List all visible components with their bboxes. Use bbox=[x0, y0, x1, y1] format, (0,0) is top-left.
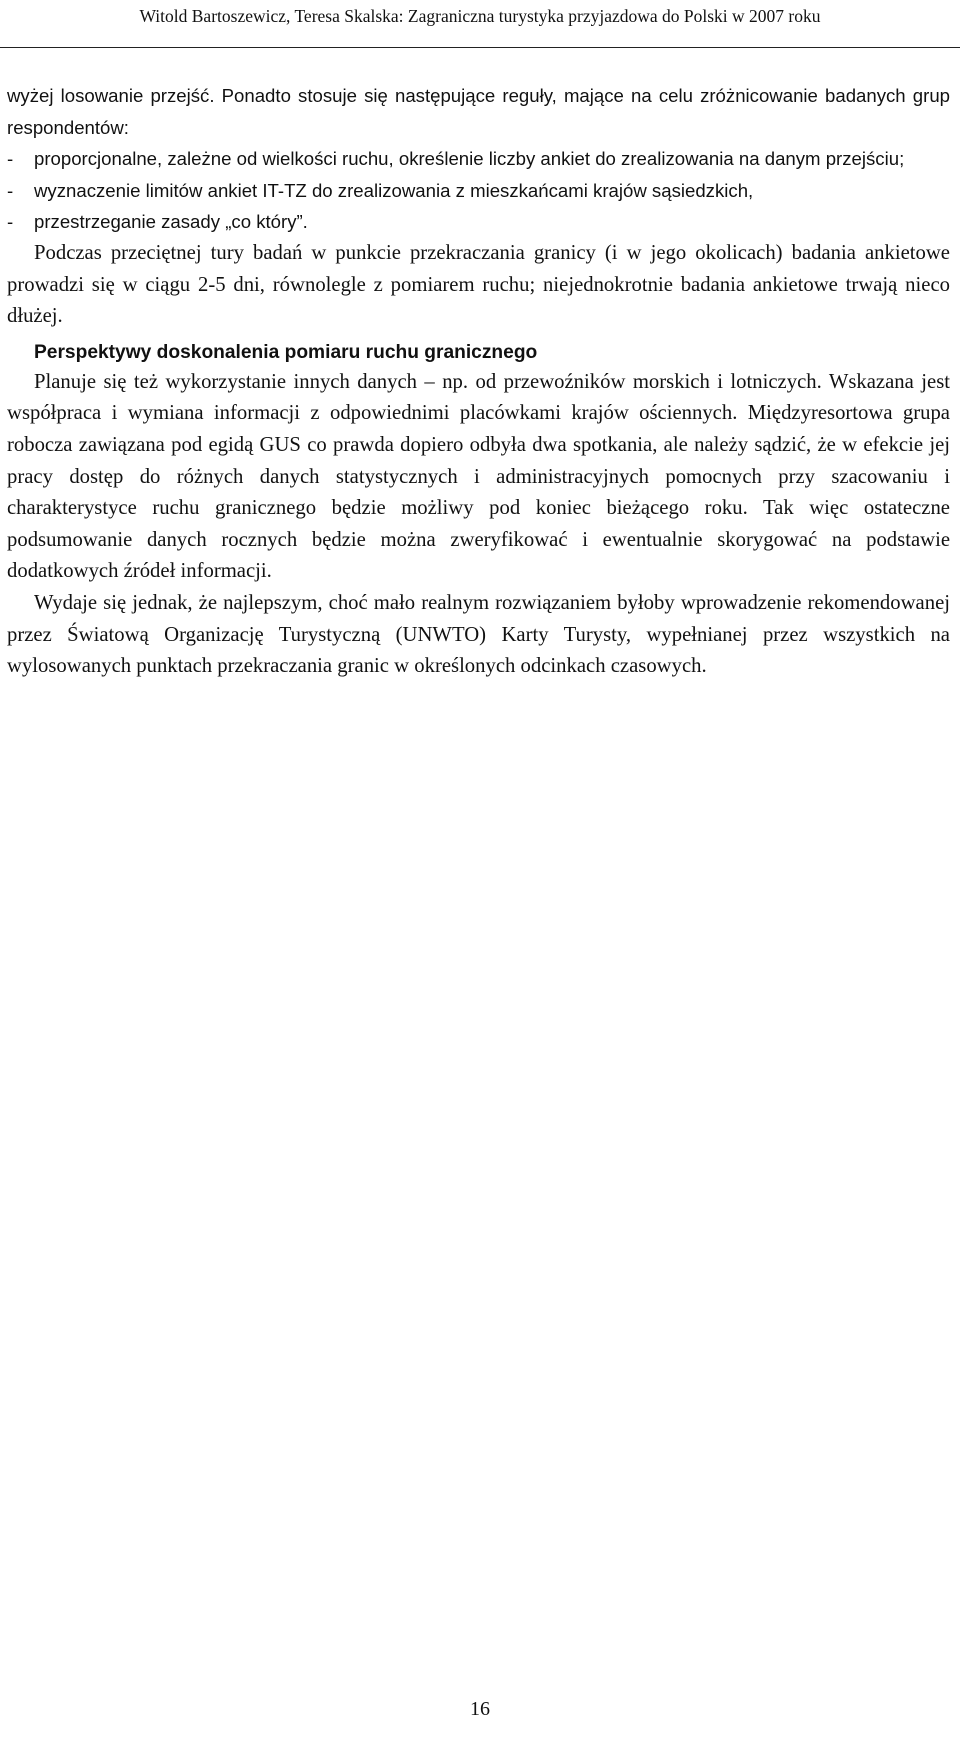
list-item-text: proporcjonalne, zależne od wielkości ruchu, określenie liczby ankiet do zrealizowania na danym przejściu; bbox=[34, 148, 905, 170]
rules-list bbox=[7, 143, 950, 238]
page-body bbox=[7, 80, 950, 683]
list-item bbox=[7, 143, 950, 175]
list-bullet: - bbox=[7, 148, 14, 170]
survey-paragraph: Podczas przeciętnej tury badań w punkcie przekraczania granicy (i w jego okolicach) badania ankietowe prowadzi się w ciągu 2-5 dni, równolegle z pomiarem ruchu; niejednokrotnie badania ankietowe trwają nieco dłużej. bbox=[7, 241, 950, 328]
list-bullet: - bbox=[7, 179, 14, 201]
page-number: 16 bbox=[470, 1698, 490, 1720]
section-paragraph-2: Wydaje się jednak, że najlepszym, choć mało realnym rozwiązaniem byłoby wprowadzenie rekomendowanej przez Światową Organizację Turystyczną (UNWTO) Karty Turysty, wypełnianej przez wszystkich na wylosowanych punktach przekraczania granic w określonych odcinkach czasowych. bbox=[7, 591, 950, 678]
list-item bbox=[7, 206, 950, 238]
list-item-text: wyznaczenie limitów ankiet IT-TZ do zrealizowania z mieszkańcami krajów sąsiedzkich, bbox=[34, 179, 754, 201]
list-item-text: przestrzeganie zasady „co który”. bbox=[34, 211, 308, 233]
list-item bbox=[7, 175, 950, 207]
running-header: Witold Bartoszewicz, Teresa Skalska: Zagraniczna turystyka przyjazdowa do Polski w 2007 roku bbox=[0, 0, 960, 48]
section-heading: Perspektywy doskonalenia pomiaru ruchu granicznego bbox=[34, 341, 538, 363]
section-paragraph-1: Planuje się też wykorzystanie innych danych – np. od przewoźników morskich i lotniczych. Wskazana jest współpraca i wymiana informacji z odpowiednimi placówkami krajów ościennych. Międzyresortowa grupa robocza zawiązana pod egidą GUS co prawda dopiero odbyła dwa spotkania, ale należy sądzić, że w efekcie jej pracy dostęp do różnych danych statystycznych i administracyjnych pomocnych przy szacowaniu i charakterystyce ruchu granicznego będzie możliwy pod koniec bieżącego roku. Tak więc ostateczne podsumowanie danych rocznych będzie można zweryfikować i ewentualnie skorygować na podstawie dodatkowych źródeł informacji. bbox=[7, 370, 950, 583]
intro-paragraph: wyżej losowanie przejść. Ponadto stosuje się następujące reguły, mające na celu zróżnicowanie badanych grup respondentów: bbox=[7, 85, 950, 138]
list-bullet: - bbox=[7, 211, 14, 233]
